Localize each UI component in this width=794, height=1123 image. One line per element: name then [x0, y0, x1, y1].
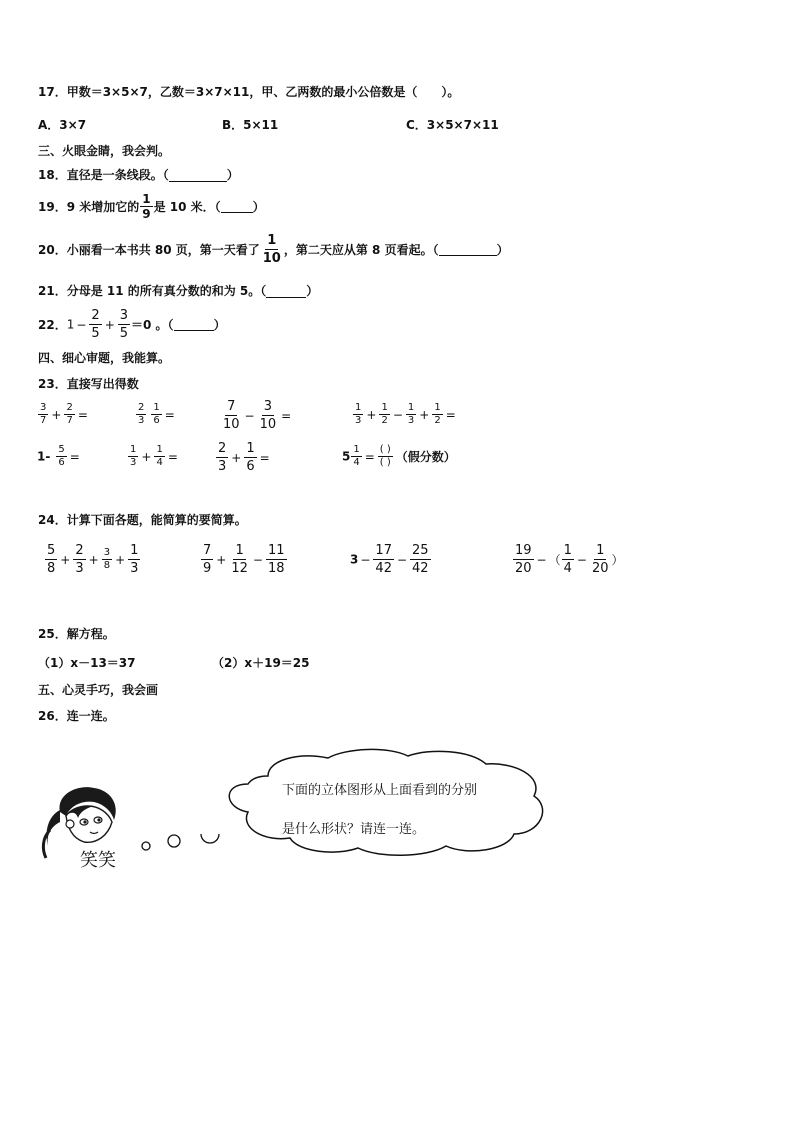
q23-item-7 — [215, 442, 272, 473]
fraction — [56, 445, 66, 468]
denominator: 4 — [563, 561, 572, 576]
fraction — [353, 403, 363, 426]
denominator: 7 — [66, 415, 73, 426]
denominator: 6 — [246, 459, 255, 474]
cloud-text-line-1: 下面的立体图形从上面看到的分别 — [282, 783, 478, 798]
numerator: 1 — [355, 402, 362, 413]
answer-fraction[interactable] — [378, 445, 393, 468]
equals-sign: = — [364, 449, 375, 464]
operator: − — [536, 552, 547, 567]
denominator: 20 — [515, 561, 532, 576]
q21-close: ） — [306, 284, 319, 298]
numerator: 1 — [407, 402, 415, 413]
numerator: 7 — [227, 399, 236, 414]
fraction — [229, 544, 250, 575]
operand: 5 — [342, 449, 351, 464]
operator: + — [104, 317, 115, 332]
operator: + — [88, 552, 99, 567]
numerator: 3 — [103, 547, 111, 558]
fraction — [128, 544, 140, 575]
character-name: 笑笑 — [80, 850, 116, 871]
numerator: 2 — [91, 308, 100, 323]
equals-sign: = — [69, 449, 80, 464]
numerator: 1 — [434, 402, 441, 413]
fraction — [410, 544, 431, 575]
equals-sign: = — [259, 450, 270, 465]
q21-text: 21．分母是 11 的所有真分数的和为 5。（ — [38, 284, 267, 298]
q19 — [38, 193, 265, 220]
denominator: 10 — [262, 251, 281, 266]
answer-blank[interactable] — [266, 285, 306, 298]
answer-blank[interactable] — [221, 200, 253, 213]
operand: 1- — [37, 449, 51, 464]
left-paren: （ — [548, 553, 561, 567]
fraction — [221, 400, 242, 431]
denominator: 4 — [156, 457, 163, 468]
operand: 3 — [350, 552, 359, 567]
denominator: 6 — [153, 415, 160, 426]
denominator: 3 — [355, 415, 362, 426]
fraction — [432, 403, 442, 426]
q20 — [38, 234, 509, 265]
q25-equation-2: （2）x＋19＝25 — [212, 656, 310, 670]
q20-close: ） — [496, 243, 509, 257]
q17-option-b: B．5×11 — [222, 118, 279, 132]
right-paren: ） — [611, 553, 624, 567]
denominator: 2 — [381, 415, 388, 426]
q22-label: 22． — [38, 318, 67, 332]
operator: − — [76, 317, 87, 332]
operator: + — [141, 449, 152, 464]
fraction — [102, 548, 112, 571]
numerator: 1 — [153, 402, 160, 413]
operator: + — [115, 552, 126, 567]
operator: + — [216, 552, 227, 567]
q23-item-8 — [342, 445, 456, 468]
numerator: 1 — [235, 543, 244, 558]
fraction — [379, 403, 389, 426]
q18-close: ） — [226, 168, 239, 182]
q26-title: 26．连一连。 — [38, 709, 115, 723]
numerator: 1 — [142, 192, 151, 206]
q20-post: ，第二天应从第 8 页看起。（ — [283, 243, 439, 257]
fraction — [38, 403, 48, 426]
numerator: 3 — [119, 308, 129, 323]
numerator: 1 — [596, 543, 605, 558]
fraction — [136, 403, 146, 426]
fraction — [261, 234, 283, 265]
denominator: 10 — [259, 417, 277, 432]
denominator: 5 — [91, 326, 100, 341]
fraction — [128, 445, 138, 468]
fraction — [562, 544, 574, 575]
fraction — [151, 403, 161, 426]
thought-dot-small — [138, 834, 228, 867]
section-5-heading: 五、心灵手巧，我会画 — [38, 683, 159, 697]
q23-item-2 — [135, 403, 177, 426]
fraction — [216, 442, 228, 473]
operator: − — [244, 408, 255, 423]
denominator: 3 — [130, 561, 139, 576]
operator: − — [360, 552, 371, 567]
fraction — [140, 193, 152, 220]
q24-title: 24．计算下面各题，能简算的要简算。 — [38, 513, 247, 527]
numerator: 5 — [58, 444, 65, 455]
operator: + — [366, 407, 377, 422]
denominator: 3 — [407, 415, 415, 426]
numerator: 2 — [66, 402, 73, 413]
improper-fraction-note: （假分数） — [395, 450, 456, 464]
operator: − — [252, 552, 263, 567]
fraction — [266, 544, 287, 575]
q20-pre: 20．小丽看一本书共 80 页，第一天看了 — [38, 243, 260, 257]
q25-equation-1: （1）x－13＝37 — [38, 656, 136, 670]
q23-title: 23．直接写出得数 — [38, 377, 139, 391]
numerator: 2 — [218, 441, 227, 456]
q17-option-c: C．3×5×7×11 — [406, 118, 499, 132]
numerator: 11 — [267, 543, 285, 558]
numerator: 3 — [263, 399, 273, 414]
denominator: 10 — [223, 417, 240, 432]
section-3-heading: 三、火眼金睛，我会判。 — [38, 144, 171, 158]
equals-sign: = — [164, 407, 175, 422]
fraction — [406, 403, 416, 426]
denominator-blank[interactable]: ( ) — [379, 457, 391, 468]
fraction — [118, 309, 130, 340]
denominator: 2 — [434, 415, 441, 426]
q24-expression-1 — [44, 544, 141, 575]
numerator-blank[interactable]: ( ) — [379, 444, 391, 455]
numerator: 25 — [412, 543, 429, 558]
denominator: 3 — [218, 459, 227, 474]
numerator: 3 — [40, 402, 47, 413]
operand: 1 — [66, 317, 75, 332]
numerator: 19 — [515, 543, 532, 558]
operator: − — [576, 552, 587, 567]
denominator: 42 — [412, 561, 429, 576]
fraction — [154, 445, 164, 468]
numerator: 1 — [246, 441, 255, 456]
q24-expression-4 — [512, 544, 624, 575]
denominator: 20 — [591, 561, 609, 576]
numerator: 2 — [75, 543, 84, 558]
operator: − — [396, 552, 408, 567]
denominator: 4 — [353, 457, 360, 468]
denominator: 9 — [203, 561, 212, 576]
numerator: 1 — [563, 543, 572, 558]
denominator: 42 — [375, 561, 392, 576]
numerator: 2 — [138, 402, 145, 413]
q18-text: 18．直径是一条线段。（ — [38, 168, 169, 182]
q19-close: ） — [252, 200, 265, 214]
equals-sign: = — [445, 407, 456, 422]
numerator: 1 — [267, 233, 277, 248]
denominator: 3 — [130, 457, 137, 468]
section-4-heading: 四、细心审题，我能算。 — [38, 351, 171, 365]
q17-option-a: A．3×7 — [38, 118, 87, 132]
equals-sign: = — [281, 408, 292, 423]
denominator: 6 — [58, 457, 65, 468]
denominator: 9 — [142, 207, 151, 221]
denominator: 18 — [267, 561, 285, 576]
denominator: 3 — [75, 561, 84, 576]
fraction — [89, 309, 101, 340]
numerator: 1 — [353, 444, 360, 455]
fraction — [73, 544, 85, 575]
equals-sign: = — [167, 449, 178, 464]
q18 — [38, 166, 239, 183]
q22-close: ） — [213, 318, 226, 332]
answer-blank[interactable] — [439, 243, 497, 256]
numerator: 1 — [130, 543, 139, 558]
numerator: 1 — [130, 444, 137, 455]
denominator: 7 — [40, 415, 47, 426]
fraction — [201, 544, 213, 575]
q23-item-3 — [220, 400, 293, 431]
fraction — [351, 445, 361, 468]
q23-item-1 — [37, 403, 90, 426]
q22 — [38, 309, 226, 340]
q17-stem: 17．甲数＝3×5×7，乙数＝3×7×11，甲、乙两数的最小公倍数是（ ）。 — [38, 85, 460, 99]
q24-expression-2 — [200, 544, 288, 575]
cloud-bubble-icon — [218, 746, 558, 858]
fraction — [513, 544, 534, 575]
fraction — [590, 544, 611, 575]
q19-post: 是 10 米．（ — [153, 200, 221, 214]
numerator: 17 — [375, 543, 392, 558]
q22-tail: ＝0 。（ — [131, 318, 174, 332]
fraction — [373, 544, 394, 575]
operator: − — [392, 407, 403, 422]
denominator: 8 — [103, 560, 111, 571]
numerator: 7 — [203, 543, 212, 558]
q23-item-6 — [127, 445, 180, 468]
operator: + — [51, 407, 62, 422]
q21 — [38, 282, 318, 299]
numerator: 1 — [156, 444, 163, 455]
equals-sign: = — [77, 407, 88, 422]
denominator: 5 — [119, 326, 129, 341]
operator: + — [419, 407, 430, 422]
fraction — [64, 403, 74, 426]
answer-blank[interactable] — [169, 169, 227, 182]
speech-cloud — [218, 746, 558, 858]
numerator: 1 — [381, 402, 388, 413]
fraction — [258, 400, 279, 431]
fraction — [45, 544, 57, 575]
q25-title: 25．解方程。 — [38, 627, 115, 641]
cloud-text-line-2: 是什么形状？请连一连。 — [282, 822, 426, 837]
denominator: 8 — [47, 561, 56, 576]
operator: + — [231, 450, 242, 465]
thought-dots-icon — [138, 834, 228, 864]
denominator: 12 — [231, 561, 248, 576]
numerator: 5 — [47, 543, 56, 558]
denominator: 3 — [138, 415, 145, 426]
q23-item-4 — [352, 403, 458, 426]
q23-item-5 — [37, 445, 82, 468]
answer-blank[interactable] — [174, 318, 214, 331]
operator: + — [60, 552, 71, 567]
q19-pre: 19．9 米增加它的 — [38, 200, 140, 214]
q24-expression-3 — [350, 544, 432, 575]
fraction — [244, 442, 256, 473]
